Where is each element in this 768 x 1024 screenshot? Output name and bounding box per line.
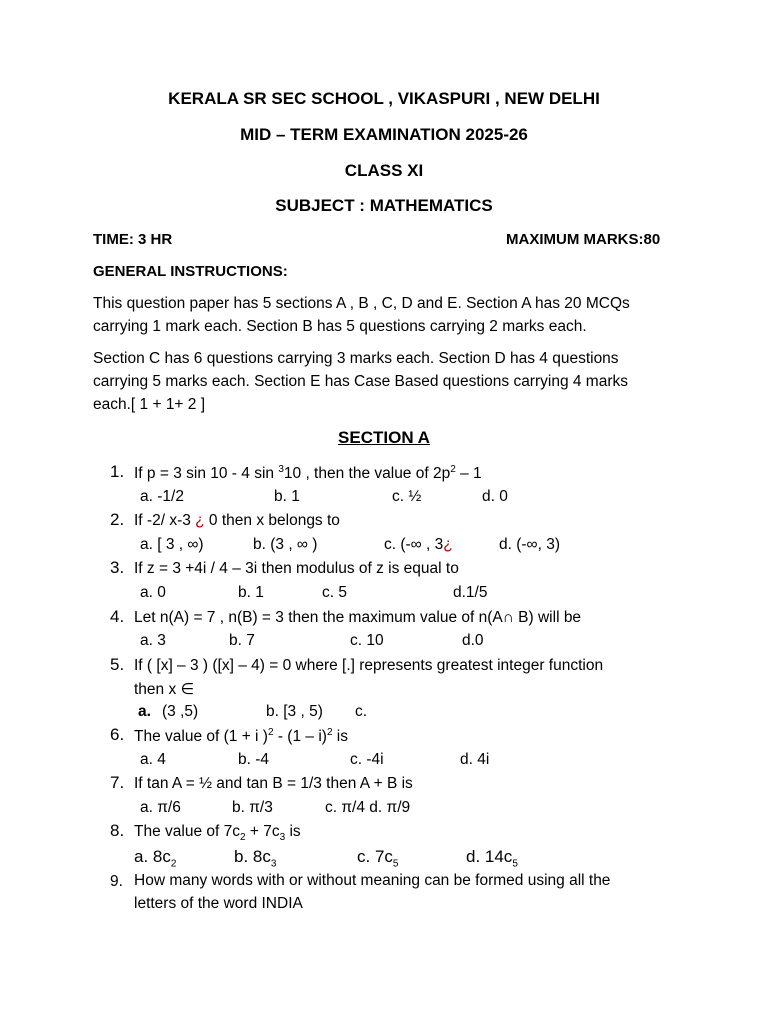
question-text: The value of (1 + i )$^2$ - (1 – i)$^2$ is bbox=[134, 727, 348, 746]
question-text: The value of $7c_2 + 7c_3$ is bbox=[134, 823, 301, 844]
question-number: 6. bbox=[110, 725, 125, 744]
option-a: (3 ,5) bbox=[162, 703, 199, 720]
question-text: If -2/ x-3 ¿ 0 then x belongs to bbox=[134, 512, 340, 529]
option-c: c. 5 bbox=[322, 584, 347, 601]
option-a: a. 3 bbox=[140, 632, 166, 649]
subject-label: SUBJECT : MATHEMATICS bbox=[275, 196, 493, 215]
max-marks-label: MAXIMUM MARKS:80 bbox=[506, 231, 661, 248]
question-text: If p = 3 sin 10 - 4 sin $^3$10 , then the value of $2p^2 - 1$ bbox=[134, 464, 482, 483]
question-number: 3. bbox=[110, 558, 125, 577]
question-number: 5. bbox=[110, 655, 125, 674]
option-b: b. (3 , ∞ ) bbox=[253, 536, 318, 553]
option-d: d. 0 bbox=[482, 488, 508, 505]
option-d: d.1/5 bbox=[453, 584, 488, 601]
option-a: a. -1/2 bbox=[140, 488, 184, 505]
option-c: c. (-∞ , 3¿ bbox=[384, 536, 453, 553]
question-text: If ( [x] – 3 ) ([x] – 4) = 0 where [.] represents greatest integer function bbox=[134, 657, 604, 674]
option-c: c. $7c_5$ bbox=[357, 847, 399, 870]
question-number: 7. bbox=[110, 773, 125, 792]
exam-title: MID – TERM EXAMINATION 2025-26 bbox=[240, 125, 528, 144]
question-text: If tan A = ½ and tan B = 1/3 then A + B is bbox=[134, 775, 413, 792]
question-number: 8. bbox=[110, 821, 125, 840]
option-a: a. π/6 bbox=[140, 799, 181, 816]
question-text-continued: letters of the word INDIA bbox=[134, 895, 303, 912]
option-b: b. 1 bbox=[238, 584, 264, 601]
option-a: a. [ 3 , ∞) bbox=[140, 536, 204, 553]
question-text: Let n(A) = 7 , n(B) = 3 then the maximum value of n(A∩ B) will be bbox=[134, 609, 582, 626]
option-b: b. -4 bbox=[238, 751, 270, 768]
option-b: b. $8c_3$ bbox=[234, 847, 277, 870]
option-b: b. [3 , 5) bbox=[266, 703, 323, 720]
question-text-continued: then x ∈ bbox=[134, 681, 195, 698]
school-name: KERALA SR SEC SCHOOL , VIKASPURI , NEW DELHI bbox=[168, 89, 600, 108]
instructions-heading: GENERAL INSTRUCTIONS: bbox=[93, 263, 288, 280]
question-number: 9. bbox=[110, 873, 123, 890]
option-a: a. $8c_2$ bbox=[134, 847, 177, 870]
option-c: c. 10 bbox=[350, 632, 384, 649]
instructions-paragraph-1: This question paper has 5 sections A , B , C, D and E. Section A has 20 MCQs carrying 1 mark each. Section B has 5 questions carrying 2 marks each. bbox=[93, 295, 630, 335]
option-b: b. 7 bbox=[229, 632, 255, 649]
question-text: How many words with or without meaning can be formed using all the bbox=[134, 872, 611, 889]
question-number: 4. bbox=[110, 607, 125, 626]
option-c: c. ½ bbox=[392, 488, 422, 505]
option-d: d. $14c_5$ bbox=[466, 847, 518, 870]
option-a: a. 0 bbox=[140, 584, 166, 601]
option-a-marker: a. bbox=[138, 703, 151, 720]
option-b: b. 1 bbox=[274, 488, 300, 505]
option-c-d: c. π/4 d. π/9 bbox=[325, 799, 411, 816]
question-number: 2. bbox=[110, 510, 125, 529]
option-d: d.0 bbox=[462, 632, 484, 649]
option-c: c. bbox=[355, 703, 368, 720]
option-d: d. (-∞, 3) bbox=[499, 536, 561, 553]
time-label: TIME: 3 HR bbox=[93, 231, 173, 248]
instructions-paragraph-2: Section C has 6 questions carrying 3 marks each. Section D has 4 questions carrying 5 marks each. Section E has Case Based questions carrying 4 marks each.[ 1 + 1+ 2 ] bbox=[93, 350, 628, 413]
option-d: d. 4i bbox=[460, 751, 490, 768]
question-text: If z = 3 +4i / 4 – 3i then modulus of z is equal to bbox=[134, 560, 459, 577]
class-label: CLASS XI bbox=[344, 161, 424, 180]
section-title: SECTION A bbox=[338, 428, 430, 447]
option-b: b. π/3 bbox=[232, 799, 273, 816]
option-a: a. 4 bbox=[140, 751, 166, 768]
question-number: 1. bbox=[110, 462, 125, 481]
option-c: c. -4i bbox=[350, 751, 384, 768]
